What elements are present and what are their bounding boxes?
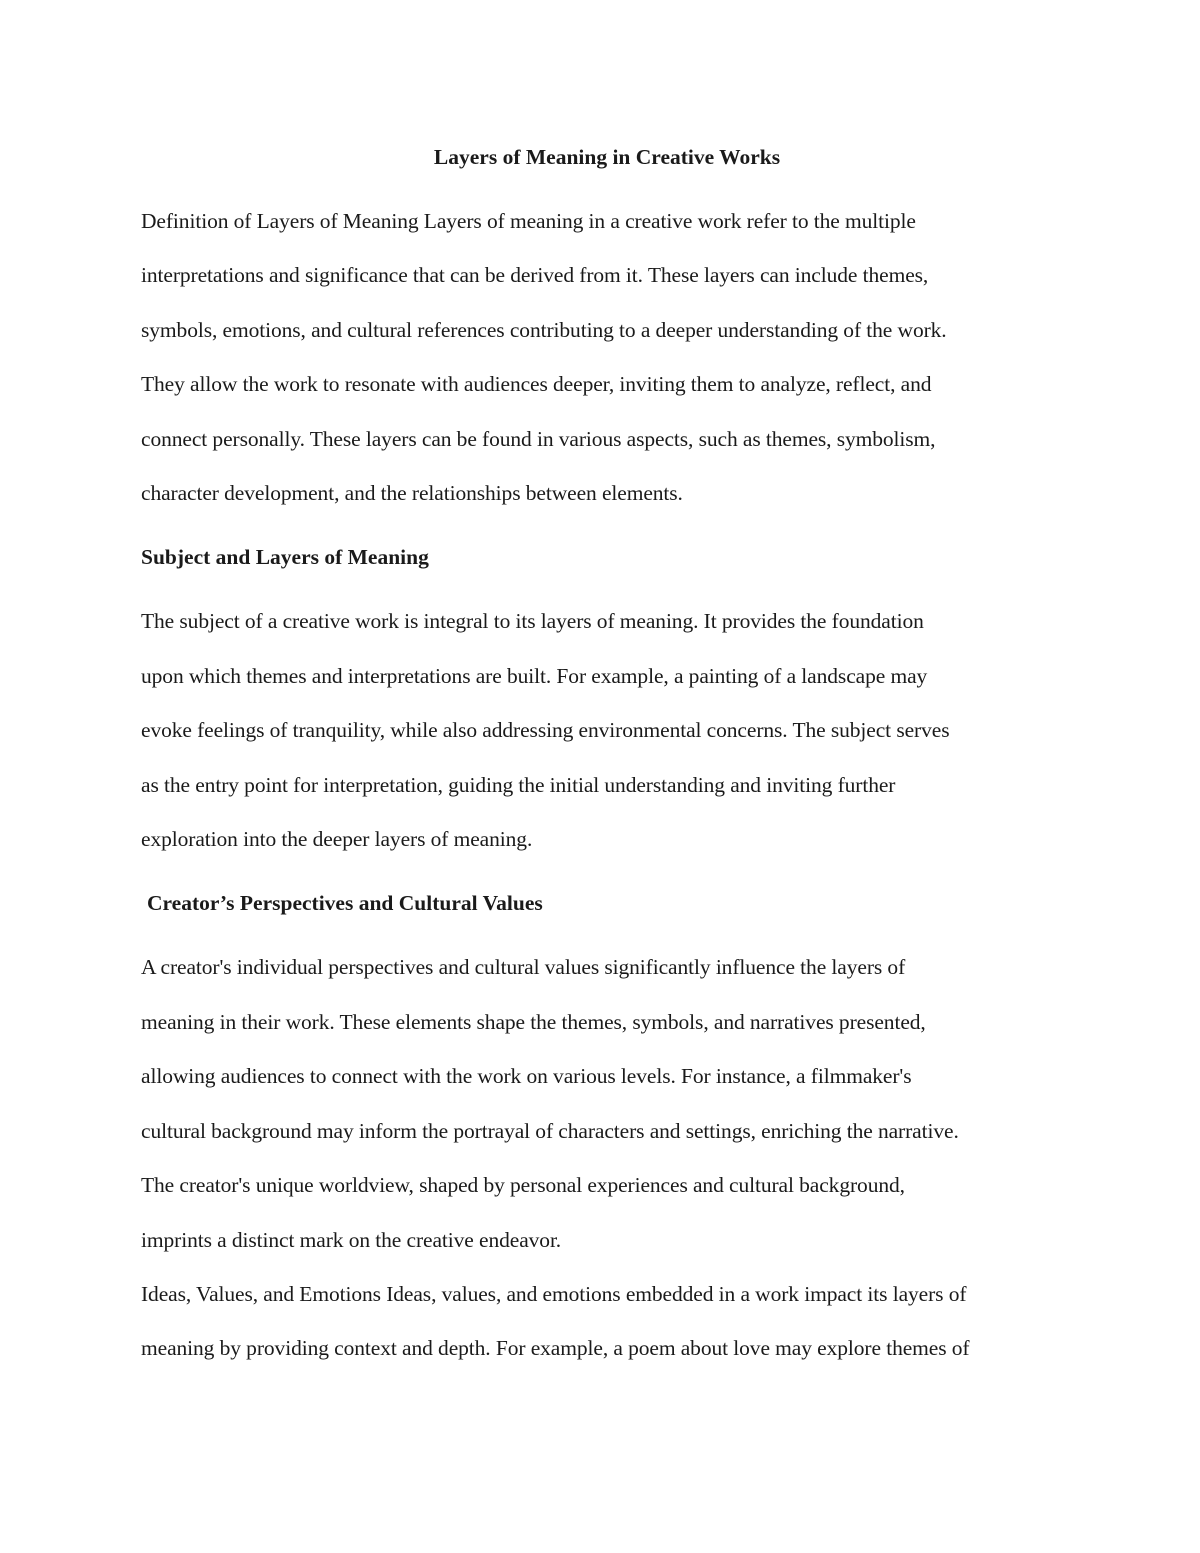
document-title: Layers of Meaning in Creative Works <box>433 145 781 169</box>
text-line: Definition of Layers of Meaning Layers of meaning in a creative work refer to the multiple <box>141 209 916 233</box>
text-line: evoke feelings of tranquility, while also addressing environmental concerns. The subject serves <box>141 718 950 743</box>
section-heading-creator: Creator’s Perspectives and Cultural Values <box>147 891 543 916</box>
paragraph-subject <box>141 594 1071 866</box>
text-line: allowing audiences to connect with the work on various levels. For instance, a filmmaker's <box>141 1064 912 1089</box>
document-body <box>141 140 1071 1376</box>
paragraph-creator <box>141 940 1071 1266</box>
paragraph-ideas <box>141 1267 1071 1376</box>
text-line: character development, and the relationships between elements. <box>141 481 683 506</box>
text-line: The creator's unique worldview, shaped by personal experiences and cultural background, <box>141 1173 905 1198</box>
paragraph-definition <box>141 194 1071 520</box>
text-line: They allow the work to resonate with audiences deeper, inviting them to analyze, reflect, and <box>141 372 932 397</box>
text-line: A creator's individual perspectives and cultural values significantly influence the layers of <box>141 955 906 980</box>
text-line: upon which themes and interpretations are built. For example, a painting of a landscape may <box>141 663 928 688</box>
section-heading-subject: Subject and Layers of Meaning <box>141 545 429 570</box>
text-line: symbols, emotions, and cultural references contributing to a deeper understanding of the work. <box>141 317 947 342</box>
text-line: The subject of a creative work is integral to its layers of meaning. It provides the foundation <box>141 609 924 634</box>
text-line: cultural background may inform the portrayal of characters and settings, enriching the narrative. <box>141 1118 959 1143</box>
text-line: imprints a distinct mark on the creative endeavor. <box>141 1227 562 1252</box>
text-line: as the entry point for interpretation, guiding the initial understanding and inviting further <box>141 772 896 797</box>
text-line: meaning in their work. These elements shape the themes, symbols, and narratives presented, <box>141 1009 926 1034</box>
text-line: exploration into the deeper layers of meaning. <box>141 827 533 852</box>
text-line: meaning by providing context and depth. For example, a poem about love may explore themes of <box>141 1336 970 1361</box>
text-line: interpretations and significance that can be derived from it. These layers can include themes, <box>141 263 929 288</box>
text-line: Ideas, Values, and Emotions Ideas, values, and emotions embedded in a work impact its layers of <box>141 1281 967 1306</box>
text-line: connect personally. These layers can be found in various aspects, such as themes, symbolism, <box>141 426 936 451</box>
